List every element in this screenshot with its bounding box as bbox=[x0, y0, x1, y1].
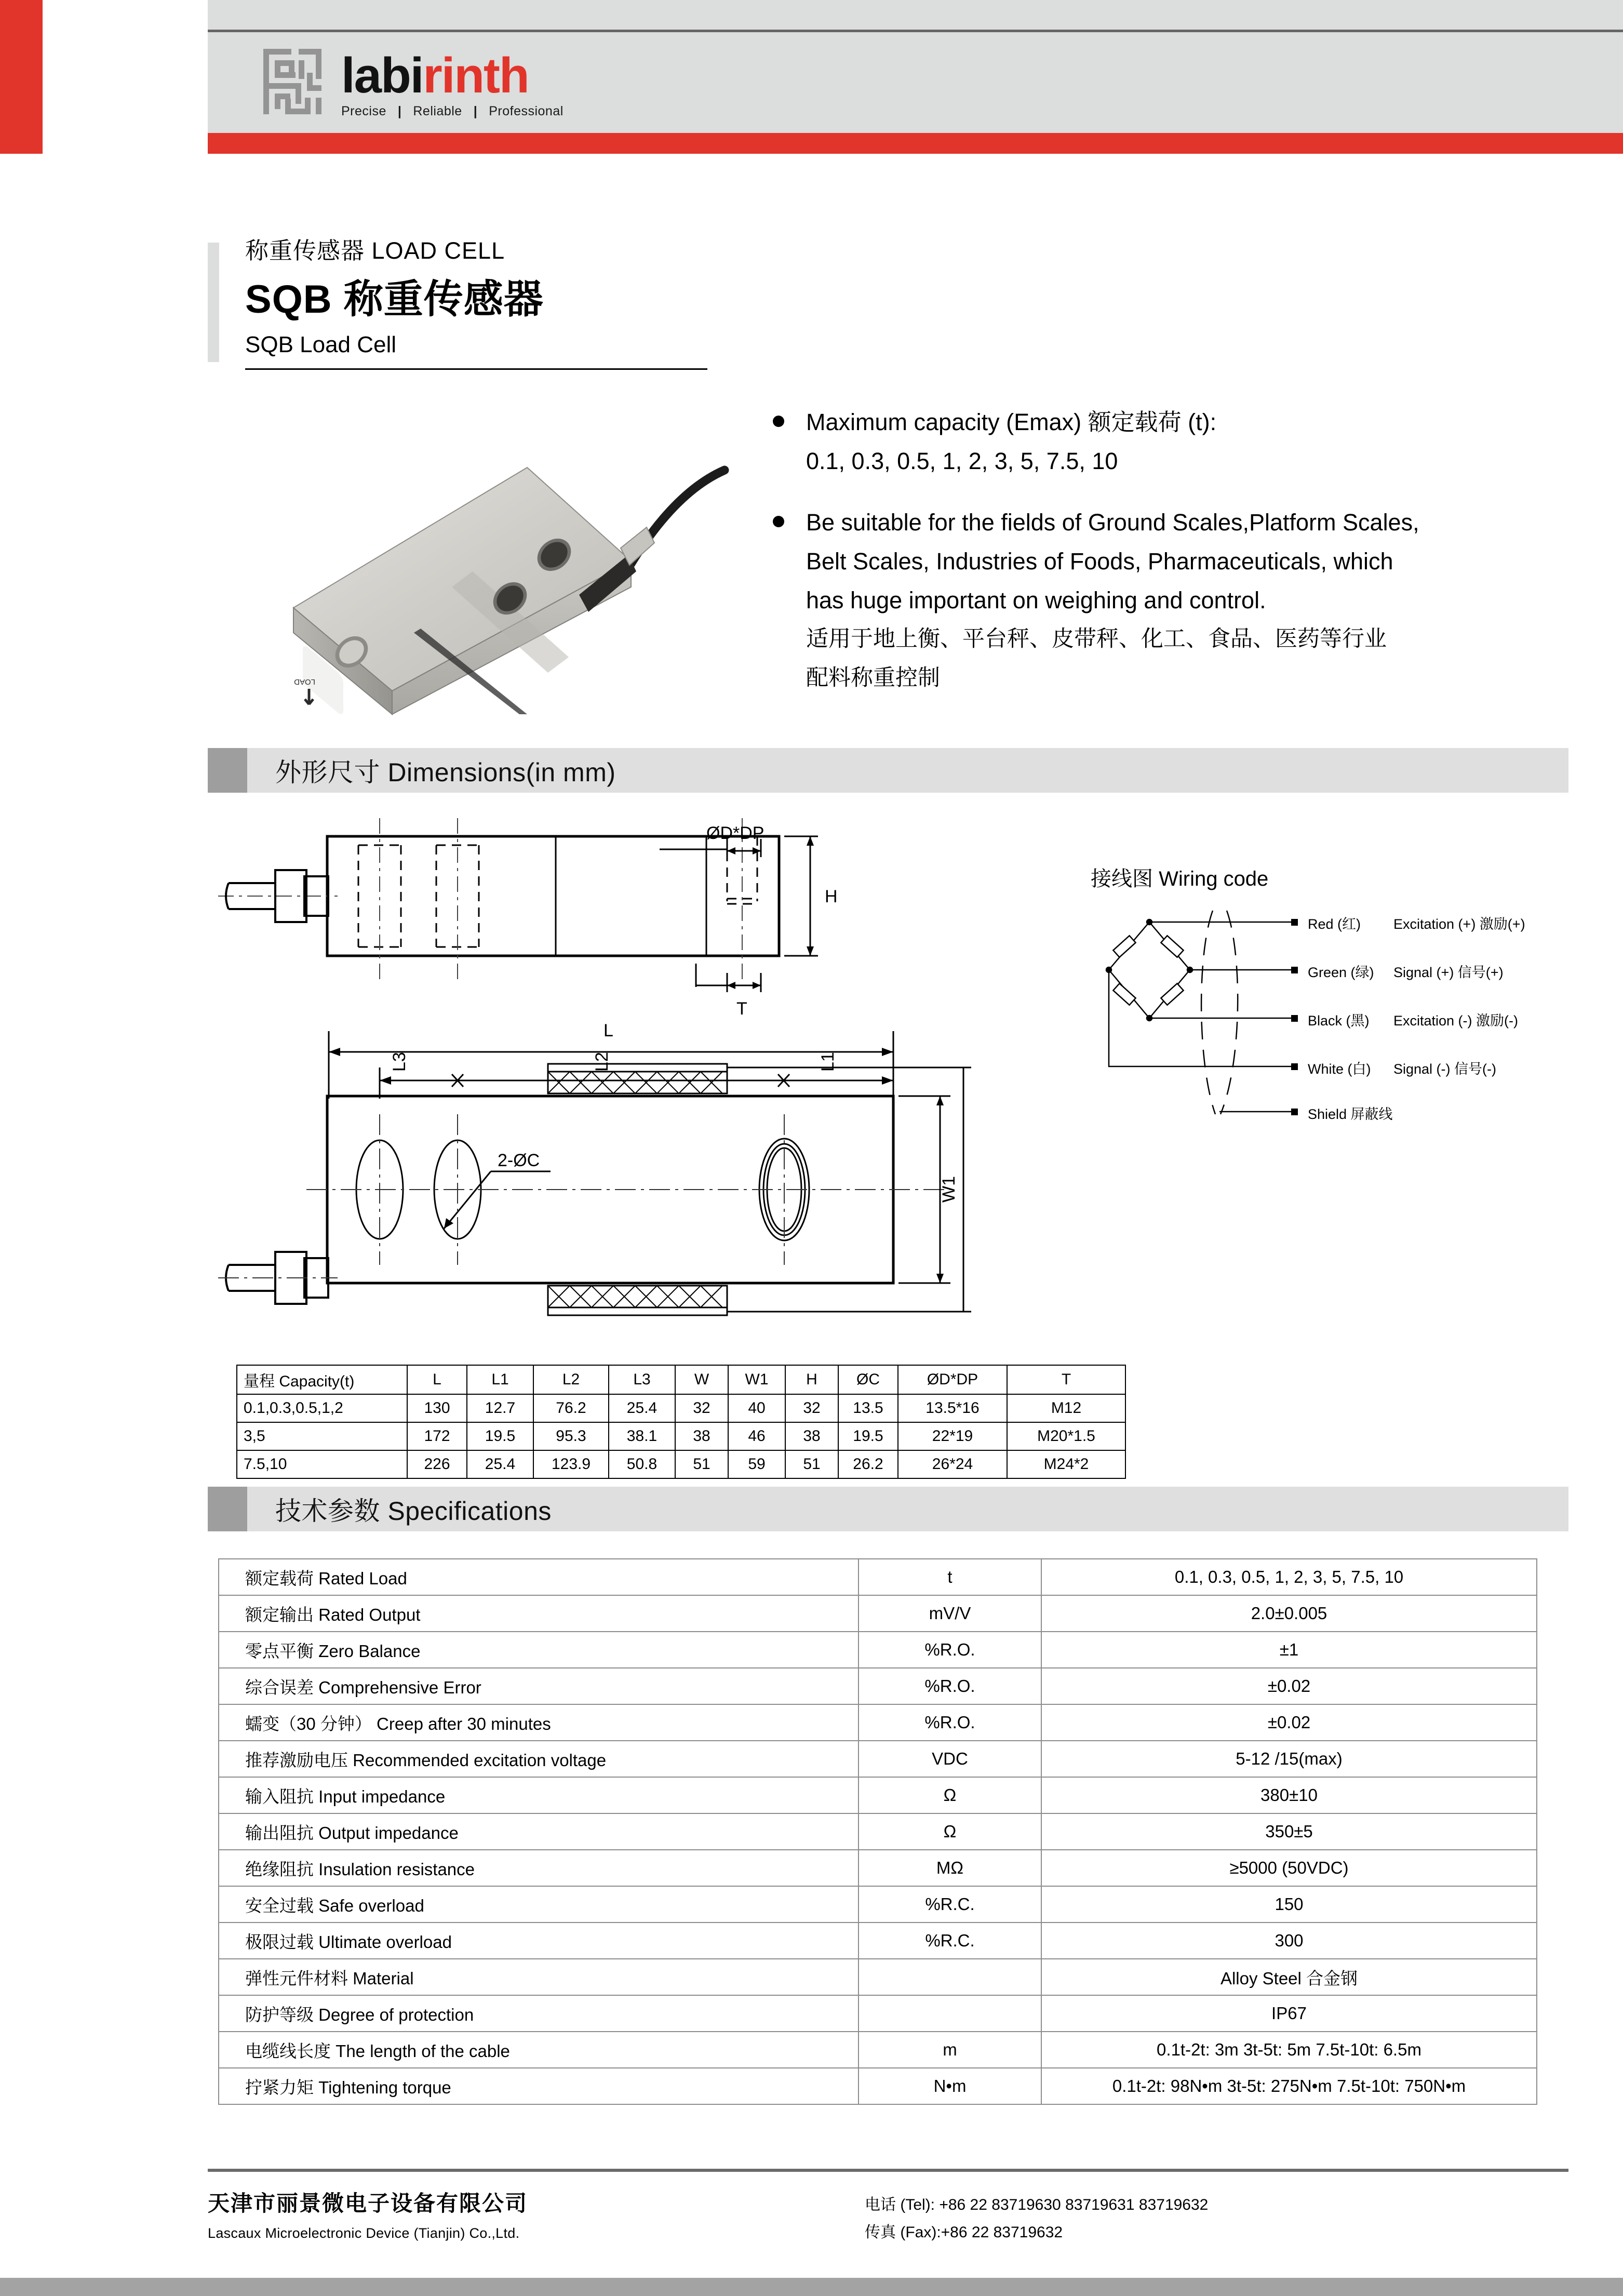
bullet-dot-icon bbox=[773, 516, 784, 527]
spec-value: 380±10 bbox=[1041, 1777, 1537, 1813]
spec-value: 300 bbox=[1041, 1923, 1537, 1959]
spec-unit: MΩ bbox=[859, 1850, 1041, 1886]
dim-col-h: H bbox=[785, 1365, 838, 1394]
wiring-row-green bbox=[1308, 961, 1504, 981]
drawing-label-l2: L2 bbox=[592, 1052, 612, 1072]
footer-company-block bbox=[208, 2190, 528, 2241]
spec-name: 安全过载 Safe overload bbox=[219, 1886, 859, 1923]
dim-cell: 123.9 bbox=[533, 1450, 609, 1478]
section-title-dimensions: 外形尺寸 Dimensions(in mm) bbox=[275, 758, 616, 787]
spec-value: 0.1t-2t: 98N•m 3t-5t: 275N•m 7.5t-10t: 750N•m bbox=[1041, 2068, 1537, 2104]
header-red-accent-tab bbox=[0, 0, 43, 154]
dim-cell: 226 bbox=[407, 1450, 467, 1478]
company-name-en: Lascaux Microelectronic Device (Tianjin) Co.,Ltd. bbox=[208, 2225, 520, 2241]
feature-line: Maximum capacity (Emax) 额定载荷 (t): bbox=[806, 409, 1217, 435]
spec-value: 0.1t-2t: 3m 3t-5t: 5m 7.5t-10t: 6.5m bbox=[1041, 2032, 1537, 2068]
dim-cell: 59 bbox=[728, 1450, 785, 1478]
wire-function: Excitation (+) 激励(+) bbox=[1393, 916, 1525, 932]
dim-cell: 0.1,0.3,0.5,1,2 bbox=[237, 1394, 407, 1422]
feature-line: has huge important on weighing and control. bbox=[806, 587, 1266, 613]
table-row bbox=[219, 1959, 1537, 1995]
dim-col-capacity: 量程 Capacity(t) bbox=[237, 1365, 407, 1394]
spec-unit bbox=[859, 1959, 1041, 1995]
header-gray-top-band bbox=[208, 0, 1623, 30]
wiring-row-white bbox=[1308, 1058, 1496, 1078]
tagline-reliable: Reliable bbox=[413, 103, 462, 118]
dim-cell: 130 bbox=[407, 1394, 467, 1422]
spec-name: 防护等级 Degree of protection bbox=[219, 1995, 859, 2032]
drawing-label-t: T bbox=[736, 999, 747, 1019]
title-accent-bar bbox=[208, 243, 219, 362]
table-row bbox=[237, 1450, 1125, 1478]
wiring-row-black bbox=[1308, 1009, 1518, 1030]
spec-name: 输出阻抗 Output impedance bbox=[219, 1813, 859, 1850]
dim-cell: 40 bbox=[728, 1394, 785, 1422]
dim-cell: 32 bbox=[675, 1394, 728, 1422]
wiring-row-red bbox=[1308, 913, 1525, 933]
wire-color-name: Green (绿) bbox=[1308, 965, 1374, 980]
dim-cell: M12 bbox=[1007, 1394, 1125, 1422]
spec-name: 额定输出 Rated Output bbox=[219, 1595, 859, 1632]
dim-cell: 19.5 bbox=[467, 1422, 533, 1450]
page-header bbox=[0, 0, 1623, 156]
table-row bbox=[219, 1850, 1537, 1886]
dim-cell: 19.5 bbox=[838, 1422, 898, 1450]
spec-name: 零点平衡 Zero Balance bbox=[219, 1632, 859, 1668]
page-kicker: 称重传感器 LOAD CELL bbox=[245, 237, 505, 264]
dim-col-od-dp: ØD*DP bbox=[898, 1365, 1007, 1394]
table-row bbox=[219, 1632, 1537, 1668]
title-underline bbox=[245, 368, 707, 370]
table-header-row bbox=[237, 1365, 1125, 1394]
dim-cell: 76.2 bbox=[533, 1394, 609, 1422]
spec-unit: %R.C. bbox=[859, 1923, 1041, 1959]
section-accent-tab bbox=[208, 1487, 247, 1531]
specifications-table bbox=[218, 1558, 1537, 2105]
footer-contact-block bbox=[865, 2192, 1208, 2246]
spec-name: 电缆线长度 The length of the cable bbox=[219, 2032, 859, 2068]
product-photo-load-cell bbox=[236, 416, 745, 722]
dim-cell: 51 bbox=[785, 1450, 838, 1478]
drawing-label-od-dp: ØD*DP bbox=[706, 823, 764, 843]
page-title: SQB 称重传感器 bbox=[245, 277, 544, 322]
feature-line-cn: 适用于地上衡、平台秤、皮带秤、化工、食品、医药等行业 bbox=[806, 626, 1387, 652]
drawing-label-2-oc: 2-ØC bbox=[498, 1151, 540, 1170]
table-row bbox=[237, 1422, 1125, 1450]
spec-value: ±0.02 bbox=[1041, 1668, 1537, 1704]
dim-cell: 172 bbox=[407, 1422, 467, 1450]
spec-unit: Ω bbox=[859, 1813, 1041, 1850]
spec-value: ≥5000 (50VDC) bbox=[1041, 1850, 1537, 1886]
section-header-specifications bbox=[208, 1487, 1568, 1531]
spec-value: 2.0±0.005 bbox=[1041, 1595, 1537, 1632]
spec-unit: %R.O. bbox=[859, 1668, 1041, 1704]
table-row bbox=[237, 1394, 1125, 1422]
dim-cell: 46 bbox=[728, 1422, 785, 1450]
drawing-label-l1: L1 bbox=[818, 1052, 838, 1072]
table-row bbox=[219, 1923, 1537, 1959]
header-red-underline-strip bbox=[208, 133, 1623, 154]
feature-line: Belt Scales, Industries of Foods, Pharmaceuticals, which bbox=[806, 548, 1393, 575]
spec-name: 综合误差 Comprehensive Error bbox=[219, 1668, 859, 1704]
table-row bbox=[219, 1595, 1537, 1632]
dim-cell: 50.8 bbox=[609, 1450, 675, 1478]
spec-name: 极限过载 Ultimate overload bbox=[219, 1923, 859, 1959]
dim-col-t: T bbox=[1007, 1365, 1125, 1394]
wiring-code-block bbox=[1091, 862, 1548, 1135]
spec-value: 150 bbox=[1041, 1886, 1537, 1923]
brand-name-part2: rinth bbox=[423, 47, 529, 103]
spec-value: 5-12 /15(max) bbox=[1041, 1741, 1537, 1777]
brand-logo bbox=[262, 37, 564, 131]
dim-cell: 95.3 bbox=[533, 1422, 609, 1450]
feature-line: Be suitable for the fields of Ground Scales,Platform Scales, bbox=[806, 509, 1419, 536]
table-row bbox=[219, 2068, 1537, 2104]
dim-col-l1: L1 bbox=[467, 1365, 533, 1394]
brand-name-part1: labi bbox=[341, 47, 423, 103]
dim-cell: 26.2 bbox=[838, 1450, 898, 1478]
footer-fax: 传真 (Fax):+86 22 83719632 bbox=[865, 2223, 1063, 2241]
spec-value: 0.1, 0.3, 0.5, 1, 2, 3, 5, 7.5, 10 bbox=[1041, 1559, 1537, 1595]
feature-line-cn: 配料称重控制 bbox=[806, 665, 940, 690]
spec-name: 弹性元件材料 Material bbox=[219, 1959, 859, 1995]
tagline-separator-2: | bbox=[473, 103, 478, 118]
wire-function: Signal (-) 信号(-) bbox=[1393, 1061, 1497, 1077]
bullet-dot-icon bbox=[773, 416, 784, 427]
table-row bbox=[219, 1886, 1537, 1923]
spec-value: Alloy Steel 合金钢 bbox=[1041, 1959, 1537, 1995]
brand-tagline bbox=[341, 104, 564, 119]
wiring-row-shield bbox=[1308, 1103, 1393, 1123]
spec-unit: %R.C. bbox=[859, 1886, 1041, 1923]
feature-line: 0.1, 0.3, 0.5, 1, 2, 3, 5, 7.5, 10 bbox=[806, 448, 1118, 475]
spec-name: 额定载荷 Rated Load bbox=[219, 1559, 859, 1595]
dim-col-oc: ØC bbox=[838, 1365, 898, 1394]
dim-cell: 38 bbox=[785, 1422, 838, 1450]
dim-cell: M24*2 bbox=[1007, 1450, 1125, 1478]
tagline-separator-1: | bbox=[397, 103, 402, 118]
dim-cell: 38 bbox=[675, 1422, 728, 1450]
table-row bbox=[219, 1704, 1537, 1741]
table-row bbox=[219, 1813, 1537, 1850]
section-accent-tab bbox=[208, 748, 247, 793]
dim-cell: 51 bbox=[675, 1450, 728, 1478]
wiring-code-title: 接线图 Wiring code bbox=[1091, 867, 1269, 890]
maze-logo-icon bbox=[262, 48, 324, 121]
tagline-precise: Precise bbox=[341, 103, 386, 118]
feature-item-capacity bbox=[769, 405, 1589, 478]
dim-cell: 13.5*16 bbox=[898, 1394, 1007, 1422]
dim-col-l3: L3 bbox=[609, 1365, 675, 1394]
dim-cell: 32 bbox=[785, 1394, 838, 1422]
spec-unit: %R.O. bbox=[859, 1632, 1041, 1668]
spec-unit: Ω bbox=[859, 1777, 1041, 1813]
dim-cell: M20*1.5 bbox=[1007, 1422, 1125, 1450]
dim-cell: 38.1 bbox=[609, 1422, 675, 1450]
spec-unit: %R.O. bbox=[859, 1704, 1041, 1741]
table-row bbox=[219, 1741, 1537, 1777]
wire-color-name: Black (黑) bbox=[1308, 1013, 1370, 1029]
feature-item-applications bbox=[769, 505, 1589, 695]
dim-cell: 22*19 bbox=[898, 1422, 1007, 1450]
spec-name: 拧紧力矩 Tightening torque bbox=[219, 2068, 859, 2104]
dim-cell: 25.4 bbox=[609, 1394, 675, 1422]
table-row bbox=[219, 1559, 1537, 1595]
wire-color-name: Shield 屏蔽线 bbox=[1308, 1106, 1393, 1122]
dim-cell: 7.5,10 bbox=[237, 1450, 407, 1478]
dim-col-w: W bbox=[675, 1365, 728, 1394]
dim-col-l: L bbox=[407, 1365, 467, 1394]
spec-name: 蠕变（30 分钟） Creep after 30 minutes bbox=[219, 1704, 859, 1741]
spec-name: 推荐激励电压 Recommended excitation voltage bbox=[219, 1741, 859, 1777]
footer-tel: 电话 (Tel): +86 22 83719630 83719631 83719632 bbox=[865, 2196, 1209, 2213]
dim-col-w1: W1 bbox=[728, 1365, 785, 1394]
drawing-label-w1: W1 bbox=[939, 1176, 959, 1203]
dimensions-table bbox=[236, 1365, 1126, 1479]
footer-gray-band bbox=[0, 2278, 1623, 2296]
wire-function: Signal (+) 信号(+) bbox=[1393, 965, 1504, 980]
spec-value: ±1 bbox=[1041, 1632, 1537, 1668]
drawing-label-l3: L3 bbox=[390, 1052, 409, 1072]
drawing-label-h: H bbox=[825, 887, 838, 906]
table-row bbox=[219, 1668, 1537, 1704]
spec-unit: VDC bbox=[859, 1741, 1041, 1777]
spec-value: ±0.02 bbox=[1041, 1704, 1537, 1741]
wire-color-name: White (白) bbox=[1308, 1061, 1371, 1077]
dim-cell: 3,5 bbox=[237, 1422, 407, 1450]
spec-unit: t bbox=[859, 1559, 1041, 1595]
drawing-label-l: L bbox=[603, 1021, 613, 1040]
svg-text:LOAD: LOAD bbox=[294, 677, 315, 686]
spec-unit: m bbox=[859, 2032, 1041, 2068]
table-row bbox=[219, 1995, 1537, 2032]
product-title-block bbox=[208, 236, 779, 370]
spec-unit: mV/V bbox=[859, 1595, 1041, 1632]
spec-value: 350±5 bbox=[1041, 1813, 1537, 1850]
brand-wordmark bbox=[341, 47, 564, 119]
section-header-dimensions bbox=[208, 748, 1568, 793]
spec-unit bbox=[859, 1995, 1041, 2032]
footer-divider-rule bbox=[208, 2169, 1568, 2172]
feature-list bbox=[769, 405, 1589, 722]
dim-cell: 13.5 bbox=[838, 1394, 898, 1422]
section-title-specifications: 技术参数 Specifications bbox=[275, 1497, 552, 1526]
wire-color-name: Red (红) bbox=[1308, 916, 1361, 932]
dim-cell: 12.7 bbox=[467, 1394, 533, 1422]
page-subtitle: SQB Load Cell bbox=[245, 332, 397, 358]
tagline-professional: Professional bbox=[489, 103, 564, 118]
spec-name: 绝缘阻抗 Insulation resistance bbox=[219, 1850, 859, 1886]
dim-col-l2: L2 bbox=[533, 1365, 609, 1394]
spec-name: 输入阻抗 Input impedance bbox=[219, 1777, 859, 1813]
table-row bbox=[219, 1777, 1537, 1813]
dim-cell: 26*24 bbox=[898, 1450, 1007, 1478]
dim-cell: 25.4 bbox=[467, 1450, 533, 1478]
spec-value: IP67 bbox=[1041, 1995, 1537, 2032]
wire-function: Excitation (-) 激励(-) bbox=[1393, 1013, 1519, 1029]
company-name-cn: 天津市丽景微电子设备有限公司 bbox=[208, 2191, 528, 2215]
table-row bbox=[219, 2032, 1537, 2068]
spec-unit: N•m bbox=[859, 2068, 1041, 2104]
